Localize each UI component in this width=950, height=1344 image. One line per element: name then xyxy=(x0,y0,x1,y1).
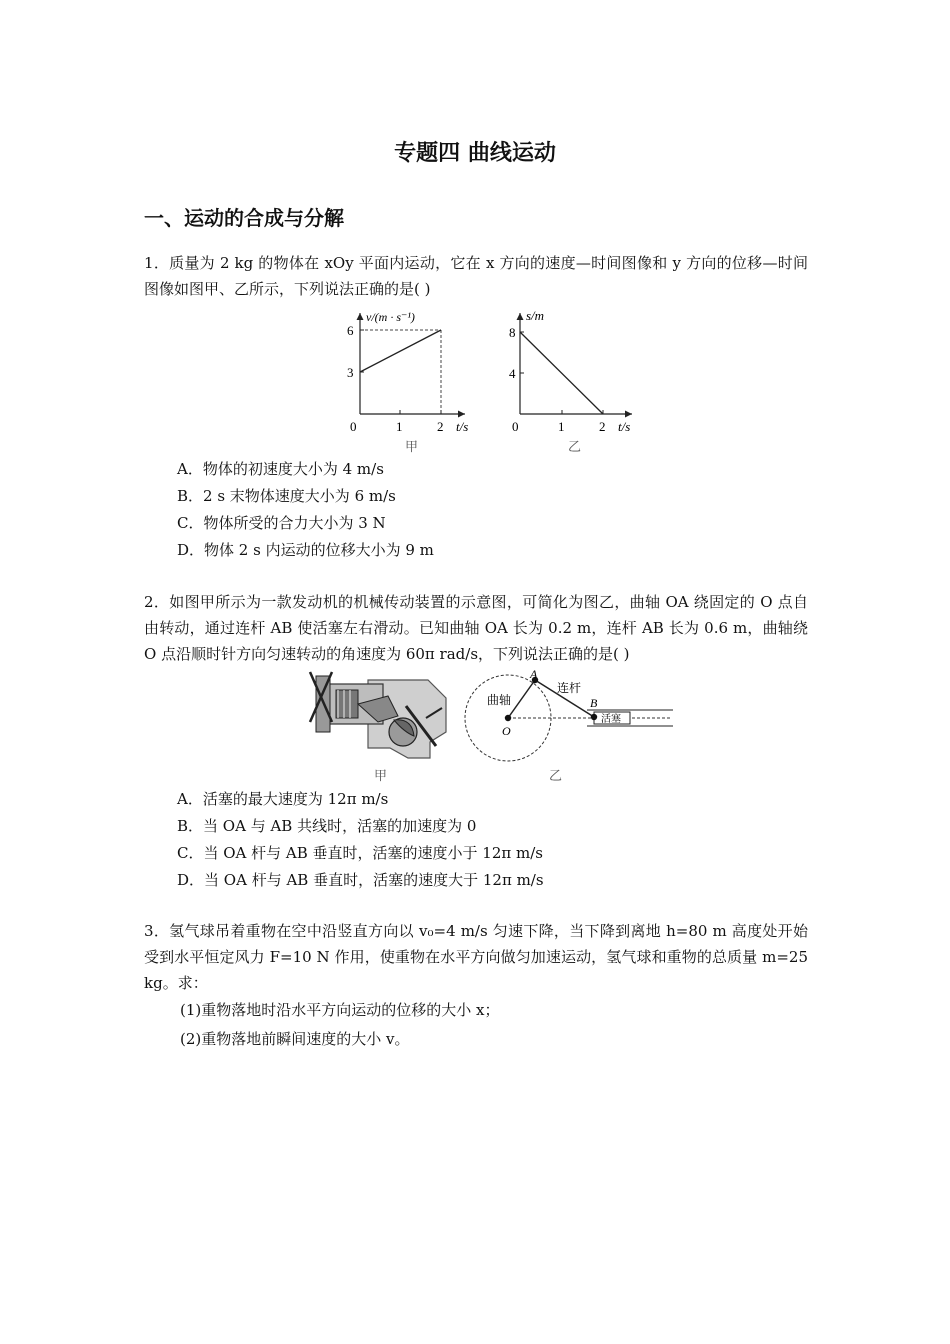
question-3-text: 3．氢气球吊着重物在空中沿竖直方向以 v₀=4 m/s 匀速下降，当下降到离地 h=80 m 高度处开始受到水平恒定风力 F=10 N 作用，使重物在水平方向做匀加速运动，氢气球和重物的总质量 m=25 kg。求： xyxy=(144,922,808,992)
figure-caption-yi: 乙 xyxy=(549,769,563,784)
y-axis-label: s/m xyxy=(526,308,545,323)
q3-subquestion-2: (2)重物落地前瞬间速度的大小 v。 xyxy=(180,1030,410,1048)
x-tick-1: 1 xyxy=(558,419,565,434)
q2-figure-jia-engine xyxy=(308,670,458,785)
origin-label: 0 xyxy=(350,419,357,434)
y-axis-label: v/(m · s⁻¹) xyxy=(366,310,415,324)
q2-option-b: B．当 OA 与 AB 共线时，活塞的加速度为 0 xyxy=(177,817,477,835)
q1-option-a: A．物体的初速度大小为 4 m/s xyxy=(177,460,384,478)
question-1-text: 1．质量为 2 kg 的物体在 xOy 平面内运动，它在 x 方向的速度—时间图像和 y 方向的位移—时间图像如图甲、乙所示，下列说法正确的是( ) xyxy=(144,254,808,298)
rod-label: 连杆 xyxy=(557,681,582,695)
figure-caption-jia: 甲 xyxy=(405,440,419,455)
origin-label: 0 xyxy=(512,419,519,434)
y-tick-4: 4 xyxy=(509,366,516,381)
s-t-line xyxy=(520,332,603,414)
q1-option-b: B．2 s 末物体速度大小为 6 m/s xyxy=(177,487,396,505)
question-2-text: 2．如图甲所示为一款发动机的机械传动装置的示意图，可简化为图乙，曲轴 OA 绕固定的 O 点自由转动，通过连杆 AB 使活塞左右滑动。已知曲轴 OA 长为 0.2 m，连杆 AB 长为 0.6 m，曲轴绕 O 点沿顺时针方向匀速转动的角速度为 60π rad/s，下列说法正确的是( ) xyxy=(144,593,808,663)
point-b-label: B xyxy=(590,696,598,710)
point-a-label: A xyxy=(530,670,538,681)
x-axis-label: t/s xyxy=(456,419,469,434)
x-tick-2: 2 xyxy=(599,419,606,434)
q1-option-d: D．物体 2 s 内运动的位移大小为 9 m xyxy=(177,541,434,559)
crank-oa xyxy=(508,680,535,718)
q2-figure-yi-crank xyxy=(460,670,675,785)
x-tick-2: 2 xyxy=(437,419,444,434)
q3-subquestion-1: (1)重物落地时沿水平方向运动的位移的大小 x； xyxy=(180,1001,500,1019)
page-title: 专题四 曲线运动 xyxy=(394,141,556,166)
q1-figure-yi xyxy=(500,305,650,457)
crank-label: 曲轴 xyxy=(487,693,512,707)
y-tick-8: 8 xyxy=(509,325,516,340)
q2-option-a: A．活塞的最大速度为 12π m/s xyxy=(177,790,389,808)
point-o-label: O xyxy=(502,724,511,738)
question-3 xyxy=(144,918,808,996)
piston-label: 活塞 xyxy=(601,714,621,725)
y-tick-3: 3 xyxy=(347,365,354,380)
v-t-line xyxy=(360,330,441,372)
section-heading: 一、运动的合成与分解 xyxy=(144,206,344,230)
q2-option-d: D．当 OA 杆与 AB 垂直时，活塞的速度大于 12π m/s xyxy=(177,871,544,889)
q2-option-c: C．当 OA 杆与 AB 垂直时，活塞的速度小于 12π m/s xyxy=(177,844,543,862)
q1-figure-jia xyxy=(330,305,480,457)
q1-option-c: C．物体所受的合力大小为 3 N xyxy=(177,514,386,532)
question-2 xyxy=(144,589,808,667)
figure-caption-yi: 乙 xyxy=(568,440,582,455)
x-axis-label: t/s xyxy=(618,419,631,434)
question-1 xyxy=(144,250,808,302)
x-tick-1: 1 xyxy=(396,419,403,434)
figure-caption-jia: 甲 xyxy=(374,769,388,784)
y-tick-6: 6 xyxy=(347,323,354,338)
